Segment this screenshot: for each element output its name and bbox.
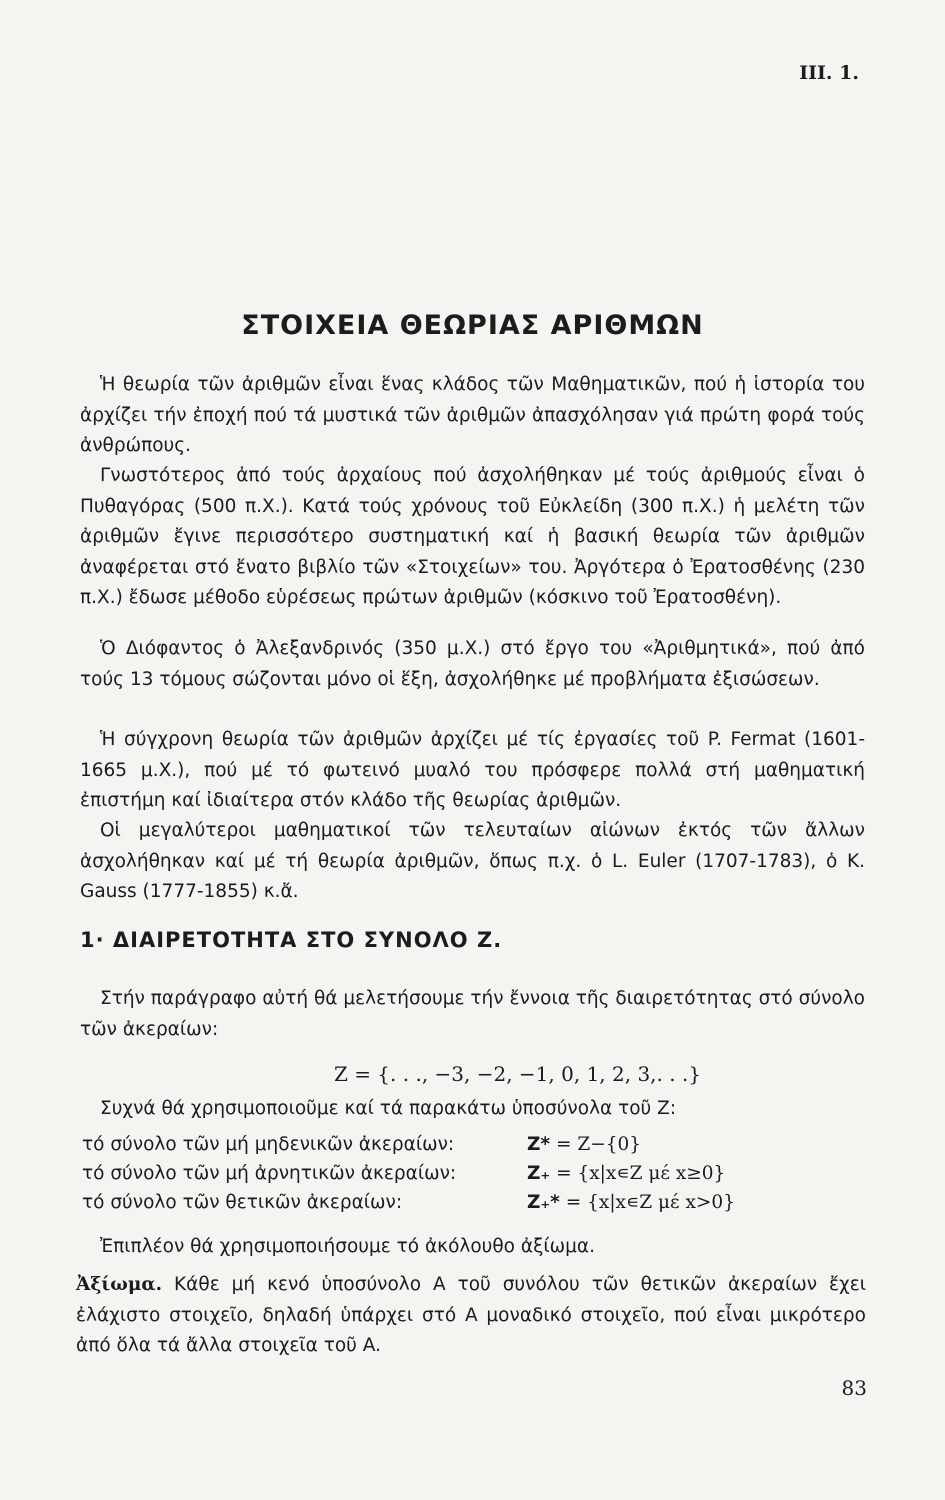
intro-paragraph-4: Ἡ σύγχρονη θεωρία τῶν ἀριθμῶν ἀρχίζει μέ τίς ἐργασίες τοῦ P. Fermat (1601-1665 μ.Χ.), πού μέ τό φωτεινό μυαλό του πρόσφερε πολλά στή μαθηματική ἐπιστήμη καί ἰδιαίτερα στόν κλάδο τῆς θεωρίας ἀριθμῶν. <box>80 729 865 811</box>
subset-definition: = {x|x∊Z μέ x≥0} <box>550 1163 726 1184</box>
intro-paragraph-5: Οἱ μεγαλύτεροι μαθηματικοί τῶν τελευταίων αἰώνων ἐκτός τῶν ἄλλων ἀσχολήθηκαν καί μέ τή θεωρία ἀριθμῶν, ὅπως π.χ. ὁ L. Euler (1707-1783), ὁ K. Gauss (1777-1855) κ.ἄ. <box>80 820 865 902</box>
subset-label: τό σύνολο τῶν θετικῶν ἀκεραίων: <box>82 1192 403 1213</box>
subset-row-nonzero <box>82 1134 641 1155</box>
subset-row-nonnegative <box>82 1163 725 1184</box>
axiom-intro: Ἐπιπλέον θά χρησιμοποιήσουμε τό ἀκόλουθο ἀξίωμα. <box>100 1236 595 1257</box>
subset-definition: = {x|x∊Z μέ x>0} <box>559 1192 735 1213</box>
subset-symbol: Z₊* <box>527 1192 560 1213</box>
page-title: ΣΤΟΙΧΕΙΑ ΘΕΩΡΙΑΣ ΑΡΙΘΜΩΝ <box>241 310 704 341</box>
subset-label: τό σύνολο τῶν μή ἀρνητικῶν ἀκεραίων: <box>82 1163 457 1184</box>
section-heading: 1· ΔΙΑΙΡΕΤΟΤΗΤΑ ΣΤΟ ΣΥΝΟΛΟ Ζ. <box>80 928 503 952</box>
subset-row-positive <box>82 1192 735 1213</box>
axiom-text: Κάθε μή κενό ὑποσύνολο A τοῦ συνόλου τῶν θετικῶν ἀκεραίων ἔχει ἐλάχιστο στοιχεῖο, δηλαδή ὑπάρχει στό A μοναδικό στοιχεῖο, πού εἶναι μικρότερο ἀπό ὅλα τά ἄλλα στοιχεῖα τοῦ A. <box>76 1274 866 1356</box>
axiom-label: Ἀξίωμα. <box>76 1274 163 1295</box>
subset-symbol: Z₊ <box>527 1163 551 1184</box>
intro-paragraph-1: Ἡ θεωρία τῶν ἀριθμῶν εἶναι ἕνας κλάδος τῶν Μαθηματικῶν, πού ἡ ἱστορία του ἀρχίζει τήν ἐποχή πού τά μυστικά τῶν ἀριθμῶν ἀπασχόλησαν γιά πρώτη φορά τούς ἀνθρώπους. <box>80 374 865 456</box>
section-intro: Στήν παράγραφο αὐτή θά μελετήσουμε τήν ἔννοια τῆς διαιρετότητας στό σύνολο τῶν ἀκεραίων: <box>80 988 865 1040</box>
intro-paragraph-2: Γνωστότερος ἀπό τούς ἀρχαίους πού ἀσχολήθηκαν μέ τούς ἀριθμούς εἶναι ὁ Πυθαγόρας (500 π.Χ.). Κατά τούς χρόνους τοῦ Εὐκλείδη (300 π.Χ.) ἡ μελέτη τῶν ἀριθμῶν ἔγινε περισσότερο συστηματική καί ἡ βασική θεωρία τῶν ἀριθμῶν ἀναφέρεται στό ἔνατο βιβλίο τῶν «Στοιχείων» του. Ἀργότερα ὁ Ἐρατοσθένης (230 π.Χ.) ἔδωσε μέθοδο εὑρέσεως πρώτων ἀριθμῶν (κόσκινο τοῦ Ἐρατοσθένη). <box>80 465 865 608</box>
subset-definition: = Z−{0} <box>550 1134 642 1155</box>
subsets-intro: Συχνά θά χρησιμοποιοῦμε καί τά παρακάτω ὑποσύνολα τοῦ Z: <box>100 1098 677 1119</box>
intro-paragraph-3: Ὁ Διόφαντος ὁ Ἀλεξανδρινός (350 μ.Χ.) στό ἔργο του «Ἀριθμητικά», πού ἀπό τούς 13 τόμους σώζονται μόνο οἱ ἕξη, ἀσχολήθηκε μέ προβλήματα ἐξισώσεων. <box>80 638 865 690</box>
page-number: 83 <box>841 1376 867 1400</box>
axiom-paragraph <box>76 1270 866 1362</box>
subset-symbol: Z* <box>527 1134 551 1155</box>
subset-label: τό σύνολο τῶν μή μηδενικῶν ἀκεραίων: <box>82 1134 455 1155</box>
chapter-header: III. 1. <box>799 62 859 84</box>
set-z-formula: Z = {. . ., −3, −2, −1, 0, 1, 2, 3,. . .} <box>333 1062 702 1086</box>
